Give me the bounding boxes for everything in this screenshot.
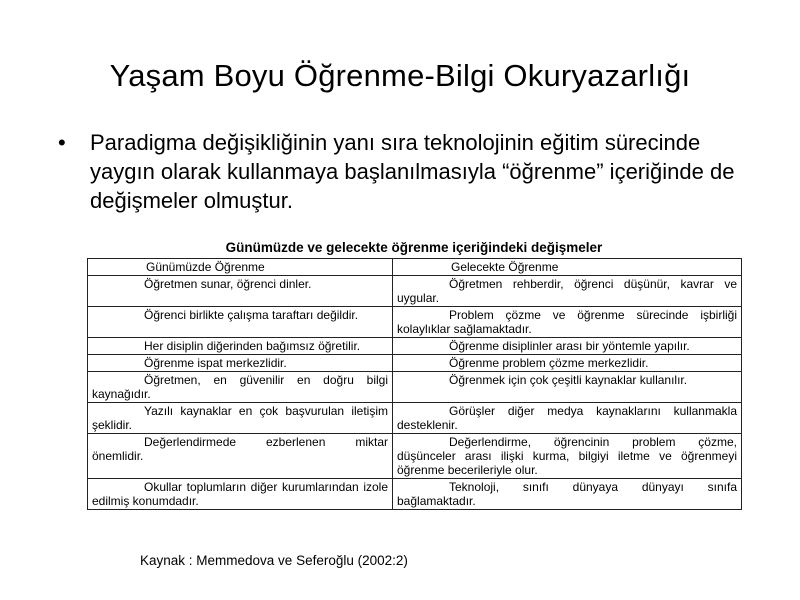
cell-future — [393, 338, 742, 355]
cell-text: Öğrenme problem çözme merkezlidir. — [449, 356, 649, 370]
table-row — [88, 372, 742, 403]
bullet-dot: • — [58, 130, 66, 155]
cell-text: Her disiplin diğerinden bağımsız öğretilir. — [144, 339, 361, 353]
cell-future — [393, 372, 742, 403]
cell-text: Teknoloji, sınıfı dünyaya dünyayı sınıfa bağlamaktadır. — [397, 480, 737, 508]
table-row — [88, 403, 742, 434]
cell-text: Öğrenci birlikte çalışma taraftarı değildir. — [144, 308, 359, 322]
table-caption: Günümüzde ve gelecekte öğrenme içeriğindeki değişmeler — [225, 240, 603, 255]
cell-text: Yazılı kaynaklar en çok başvurulan iletişim şeklidir. — [92, 404, 388, 432]
cell-current — [88, 307, 393, 338]
table-row — [88, 307, 742, 338]
cell-current — [88, 276, 393, 307]
table-row — [88, 434, 742, 479]
cell-future — [393, 307, 742, 338]
cell-text: Öğrenme disiplinler arası bir yöntemle yapılır. — [449, 339, 690, 353]
header-current-learning: Günümüzde Öğrenme — [88, 259, 393, 276]
cell-current — [88, 403, 393, 434]
slide-title: Yaşam Boyu Öğrenme-Bilgi Okuryazarlığı — [109, 58, 691, 93]
cell-text: Problem çözme ve öğrenme sürecinde işbirliği kolaylıklar sağlamaktadır. — [397, 308, 737, 336]
cell-current — [88, 372, 393, 403]
cell-future — [393, 276, 742, 307]
cell-text: Değerlendirme, öğrencinin problem çözme, düşünceler arası ilişki kurma, bilgiyi iletme ve öğrenmeyi öğrenme becerileriyle olur. — [397, 435, 737, 477]
cell-text: Öğrenme ispat merkezlidir. — [144, 356, 287, 370]
cell-text: Değerlendirmede ezberlenen miktar önemlidir. — [92, 435, 388, 463]
comparison-table — [87, 258, 742, 510]
cell-current — [88, 434, 393, 479]
table-row — [88, 276, 742, 307]
cell-text: Görüşler diğer medya kaynaklarını kullanmakla desteklenir. — [397, 404, 737, 432]
cell-text: Öğretmen rehberdir, öğrenci düşünür, kavrar ve uygular. — [397, 277, 737, 305]
cell-future — [393, 434, 742, 479]
cell-text: Öğrenmek için çok çeşitli kaynaklar kullanılır. — [449, 373, 688, 387]
table-header-row — [88, 259, 742, 276]
cell-future — [393, 403, 742, 434]
cell-current — [88, 355, 393, 372]
table-row — [88, 338, 742, 355]
cell-text: Okullar toplumların diğer kurumlarından izole edilmiş konumdadır. — [92, 480, 388, 508]
header-future-learning: Gelecekte Öğrenme — [393, 259, 742, 276]
source-citation: Kaynak : Memmedova ve Seferoğlu (2002:2) — [140, 553, 408, 568]
cell-text: Öğretmen, en güvenilir en doğru bilgi kaynağıdır. — [92, 373, 388, 401]
table-row — [88, 355, 742, 372]
bullet-text: Paradigma değişikliğinin yanı sıra teknolojinin eğitim sürecinde yaygın olarak kullanmaya başlanılmasıyla “öğrenme” içeriğinde de değişmeler olmuştur. — [90, 130, 735, 213]
cell-future — [393, 479, 742, 510]
table-row — [88, 479, 742, 510]
cell-current — [88, 338, 393, 355]
cell-current — [88, 479, 393, 510]
cell-future — [393, 355, 742, 372]
cell-text: Öğretmen sunar, öğrenci dinler. — [144, 277, 312, 291]
